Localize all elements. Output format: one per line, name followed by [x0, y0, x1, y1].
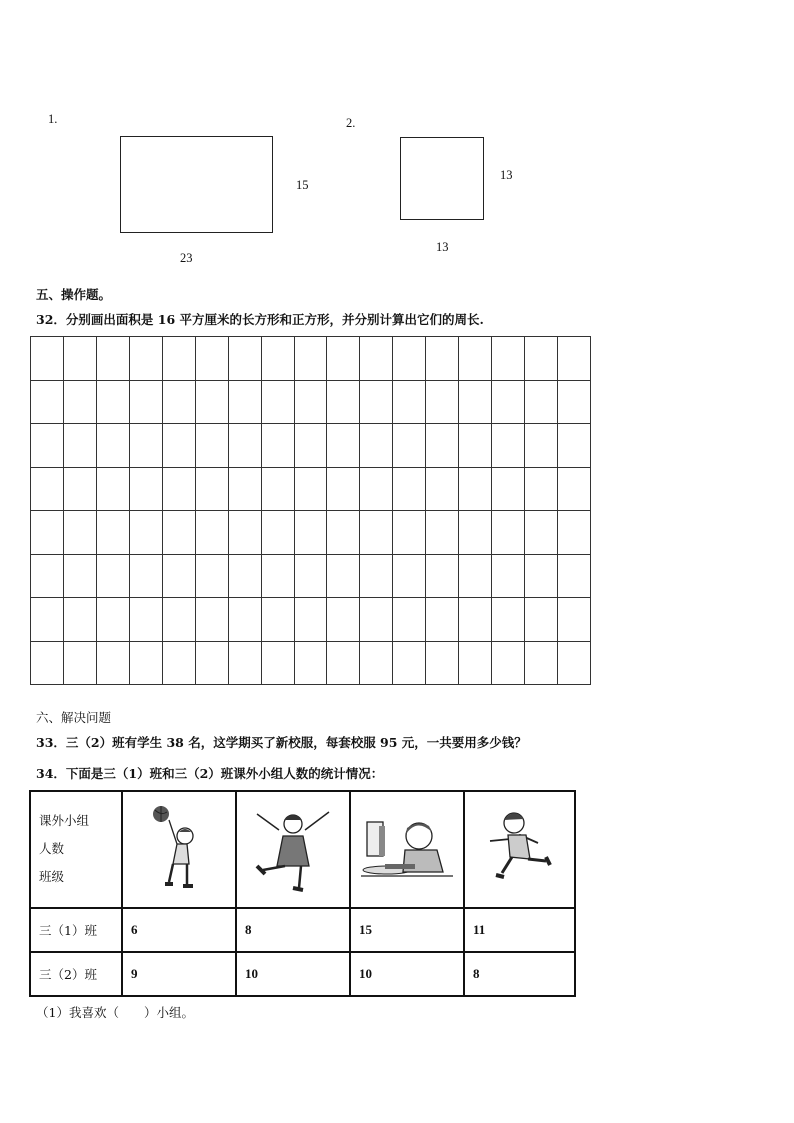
grid-cell [63, 337, 96, 381]
grid-cell [195, 511, 228, 555]
basketball-icon [149, 800, 209, 895]
cell-value: 8 [236, 908, 350, 952]
grid-cell [558, 641, 591, 685]
grid-cell [360, 467, 393, 511]
cell-value: 10 [236, 952, 350, 996]
grid-cell [525, 467, 558, 511]
grid-cell [261, 337, 294, 381]
dance-icon [253, 800, 333, 895]
rectangle-height-label: 15 [296, 178, 309, 192]
grid-cell [228, 337, 261, 381]
grid-cell [162, 641, 195, 685]
grid-row [31, 380, 591, 424]
stats-table [29, 790, 576, 997]
grid-row [31, 467, 591, 511]
cell-value: 10 [350, 952, 464, 996]
grid-cell [558, 467, 591, 511]
grid-cell [558, 424, 591, 468]
grid-cell [31, 554, 64, 598]
grid-row [31, 337, 591, 381]
grid-cell [195, 467, 228, 511]
grid-cell [327, 467, 360, 511]
grid-cell [228, 598, 261, 642]
grid-cell [459, 467, 492, 511]
header-group-label: 课外小组 [39, 813, 90, 829]
grid-cell [492, 641, 525, 685]
grid-cell [96, 598, 129, 642]
grid-cell [393, 598, 426, 642]
grid-cell [129, 424, 162, 468]
grid-cell [459, 380, 492, 424]
grid-cell [393, 554, 426, 598]
header-cell [30, 791, 122, 908]
rectangle-width-label: 23 [180, 251, 193, 265]
grid-cell [459, 554, 492, 598]
grid-cell [426, 598, 459, 642]
grid-cell [96, 511, 129, 555]
grid-cell [360, 337, 393, 381]
grid-cell [162, 380, 195, 424]
grid-cell [426, 380, 459, 424]
grid-cell [492, 380, 525, 424]
grid-cell [162, 337, 195, 381]
grid-cell [525, 337, 558, 381]
grid-cell [129, 511, 162, 555]
grid-cell [294, 554, 327, 598]
grid-cell [261, 511, 294, 555]
grid-cell [63, 380, 96, 424]
figure-1-label: 1. [48, 112, 58, 126]
grid-cell [360, 641, 393, 685]
grid-cell [492, 598, 525, 642]
grid-cell [129, 641, 162, 685]
grid-cell [162, 554, 195, 598]
row-class-label: 三（1）班 [30, 908, 122, 952]
grid-cell [492, 554, 525, 598]
grid-cell [195, 424, 228, 468]
grid-cell [63, 467, 96, 511]
grid-cell [129, 337, 162, 381]
grid-cell [525, 641, 558, 685]
grid-cell [228, 380, 261, 424]
section-5-title: 五、操作题。 [36, 287, 112, 302]
grid-cell [162, 511, 195, 555]
drawing-grid [30, 336, 591, 685]
square-figure [400, 137, 484, 220]
grid-cell [195, 598, 228, 642]
grid-cell [393, 641, 426, 685]
grid-cell [129, 467, 162, 511]
question-33: 33．三（2）班有学生 38 名，这学期买了新校服，每套校服 95 元，一共要用多少钱？ [36, 735, 527, 750]
grid-cell [558, 337, 591, 381]
grid-cell [327, 424, 360, 468]
grid-cell [261, 641, 294, 685]
grid-row [31, 554, 591, 598]
cell-value: 11 [464, 908, 575, 952]
cell-value: 6 [122, 908, 236, 952]
grid-cell [63, 641, 96, 685]
grid-cell [195, 337, 228, 381]
grid-cell [525, 380, 558, 424]
grid-cell [261, 380, 294, 424]
grid-cell [393, 467, 426, 511]
grid-cell [492, 337, 525, 381]
grid-cell [393, 424, 426, 468]
question-34: 34．下面是三（1）班和三（2）班课外小组人数的统计情况： [36, 766, 384, 781]
grid-cell [228, 511, 261, 555]
grid-cell [393, 380, 426, 424]
grid-cell [426, 337, 459, 381]
grid-cell [31, 641, 64, 685]
grid-cell [525, 424, 558, 468]
running-icon [480, 803, 560, 893]
computer-icon [357, 808, 457, 888]
grid-cell [294, 641, 327, 685]
grid-cell [393, 337, 426, 381]
square-width-label: 13 [436, 240, 449, 254]
grid-cell [261, 598, 294, 642]
cell-value: 8 [464, 952, 575, 996]
grid-cell [129, 598, 162, 642]
grid-cell [31, 424, 64, 468]
grid-cell [327, 641, 360, 685]
grid-cell [96, 554, 129, 598]
grid-cell [294, 598, 327, 642]
grid-cell [96, 424, 129, 468]
grid-cell [459, 511, 492, 555]
section-6-title: 六、解决问题 [36, 710, 112, 725]
grid-cell [360, 424, 393, 468]
cell-value: 15 [350, 908, 464, 952]
grid-cell [426, 467, 459, 511]
grid-cell [327, 554, 360, 598]
rectangle-figure [120, 136, 273, 233]
grid-cell [129, 554, 162, 598]
grid-cell [261, 467, 294, 511]
square-height-label: 13 [500, 168, 513, 182]
grid-cell [195, 554, 228, 598]
grid-cell [426, 511, 459, 555]
row-class-label: 三（2）班 [30, 952, 122, 996]
grid-cell [96, 337, 129, 381]
grid-cell [558, 554, 591, 598]
grid-cell [492, 511, 525, 555]
grid-cell [558, 380, 591, 424]
figure-2-label: 2. [346, 116, 356, 130]
grid-cell [360, 554, 393, 598]
basketball-group-cell [122, 791, 236, 908]
running-group-cell [464, 791, 575, 908]
grid-cell [459, 337, 492, 381]
grid-cell [31, 337, 64, 381]
cell-value: 9 [122, 952, 236, 996]
grid-cell [327, 380, 360, 424]
grid-cell [63, 554, 96, 598]
grid-cell [31, 511, 64, 555]
grid-cell [327, 337, 360, 381]
grid-cell [261, 424, 294, 468]
grid-row [31, 511, 591, 555]
grid-cell [96, 641, 129, 685]
grid-cell [426, 424, 459, 468]
grid-cell [492, 467, 525, 511]
grid-cell [327, 598, 360, 642]
grid-cell [459, 598, 492, 642]
grid-cell [492, 424, 525, 468]
grid-cell [525, 598, 558, 642]
header-class-label: 班级 [39, 869, 65, 885]
header-count-label: 人数 [39, 841, 65, 857]
grid-cell [426, 641, 459, 685]
grid-cell [327, 511, 360, 555]
grid-cell [261, 554, 294, 598]
grid-cell [162, 424, 195, 468]
grid-cell [558, 598, 591, 642]
grid-cell [195, 380, 228, 424]
grid-cell [294, 337, 327, 381]
grid-cell [162, 467, 195, 511]
grid-cell [426, 554, 459, 598]
grid-cell [525, 511, 558, 555]
grid-cell [228, 554, 261, 598]
grid-cell [294, 424, 327, 468]
grid-row [31, 641, 591, 685]
grid-cell [294, 380, 327, 424]
grid-cell [162, 598, 195, 642]
question-34-sub-1: （1）我喜欢（ ）小组。 [36, 1005, 194, 1020]
grid-cell [360, 598, 393, 642]
grid-cell [31, 598, 64, 642]
dance-group-cell [236, 791, 350, 908]
grid-cell [294, 467, 327, 511]
grid-cell [31, 380, 64, 424]
grid-cell [63, 424, 96, 468]
grid-cell [195, 641, 228, 685]
grid-cell [393, 511, 426, 555]
grid-cell [360, 380, 393, 424]
grid-cell [228, 467, 261, 511]
grid-cell [459, 424, 492, 468]
grid-cell [129, 380, 162, 424]
grid-row [31, 598, 591, 642]
grid-cell [294, 511, 327, 555]
grid-cell [63, 511, 96, 555]
computer-group-cell [350, 791, 464, 908]
grid-cell [96, 467, 129, 511]
grid-cell [63, 598, 96, 642]
grid-cell [525, 554, 558, 598]
grid-cell [558, 511, 591, 555]
grid-cell [228, 424, 261, 468]
grid-cell [360, 511, 393, 555]
grid-cell [96, 380, 129, 424]
question-32: 32．分别画出面积是 16 平方厘米的长方形和正方形，并分别计算出它们的周长. [36, 312, 484, 327]
grid-cell [31, 467, 64, 511]
grid-cell [228, 641, 261, 685]
grid-row [31, 424, 591, 468]
grid-cell [459, 641, 492, 685]
